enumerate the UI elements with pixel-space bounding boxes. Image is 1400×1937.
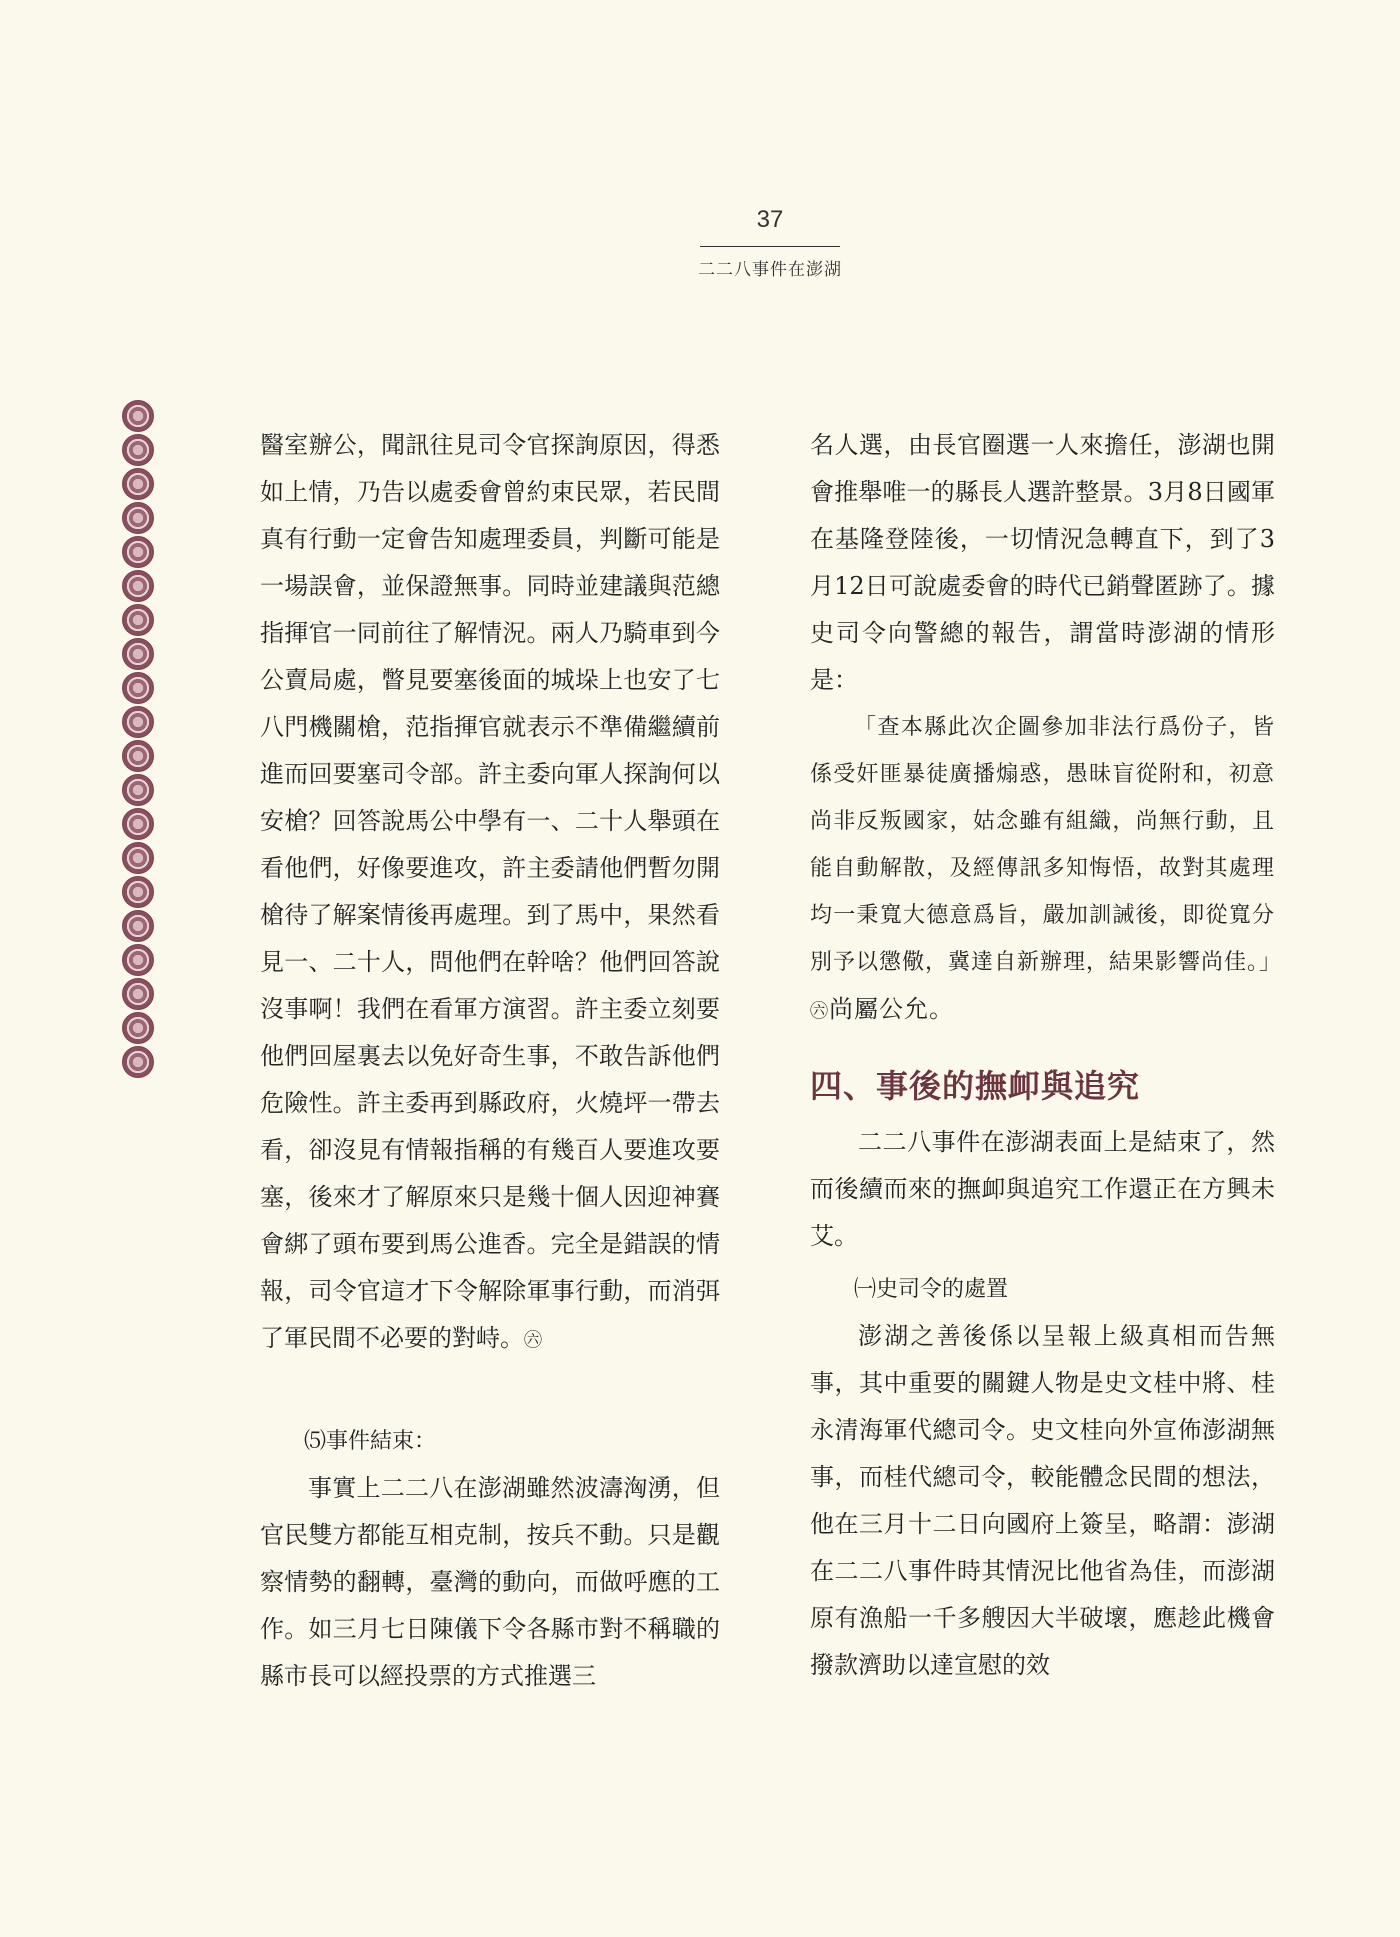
seal-ornament <box>122 842 154 874</box>
seal-ornament <box>122 808 154 840</box>
running-title: 二二八事件在澎湖 <box>698 260 842 280</box>
body-paragraph: 二二八事件在澎湖表面上是結束了，然而後續而來的撫卹與追究工作還正在方興未艾。 <box>810 1128 1275 1250</box>
spacer <box>260 1364 720 1418</box>
seal-ornament <box>122 740 154 772</box>
subsection-heading: ㈠史司令的處置 <box>854 1277 1009 1302</box>
seal-ornament <box>122 1012 154 1044</box>
seal-ornament <box>122 876 154 908</box>
section-heading: 四、事後的撫卹與追究 <box>810 1067 1141 1105</box>
right-column <box>810 422 1283 1689</box>
seal-ornament <box>122 638 154 670</box>
seal-ornament <box>122 672 154 704</box>
footnote-mark: ㊅ <box>810 1001 829 1022</box>
decorative-seal-strip <box>122 400 156 1080</box>
seal-ornament <box>122 570 154 602</box>
footnote-mark: ㊅ <box>524 1330 542 1351</box>
paragraph-text: 醫室辦公，聞訊往見司令官探詢原因，得悉如上情，乃告以處委會曾約束民眾，若民間真有行動一定會告知處理委員，判斷可能是一場誤會，並保證無事。同時並建議與范總指揮官一同前往了解情況。兩人乃騎車到今公賣局處，瞥見要塞後面的城垛上也安了七八門機關槍，范指揮官就表示不準備繼續前進而回要塞司令部。許主委向軍人探詢何以安槍？回答說馬公中學有一、二十人舉頭在看他們，好像要進攻，許主委請他們暫勿開槍待了解案情後再處理。到了馬中，果然看見一、二十人，問他們在幹啥？他們回答說沒事啊！我們在看軍方演習。許主委立刻要他們回屋裏去以免好奇生事，不敢告訴他們危險性。許主委再到縣政府，火燒坪一帶去看，卻沒見有情報指稱的有幾百人要進攻要塞，後來才了解原來只是幾十個人因迎神賽會綁了頭布要到馬公進香。完全是錯誤的情報，司令官這才下令解除軍事行動，而消弭了軍民間不必要的對峙。 <box>260 431 720 1352</box>
block-quote <box>810 704 1283 1035</box>
quote-tail-text: 尚屬公允。 <box>829 995 954 1023</box>
body-paragraph: 事實上二二八在澎湖雖然波濤洶湧，但官民雙方都能互相克制，按兵不動。只是觀察情勢的翻轉，臺灣的動向，而做呼應的工作。如三月七日陳儀下令各縣市對不稱職的縣市長可以經投票的方式推選三 <box>260 1474 720 1690</box>
seal-ornament <box>122 774 154 806</box>
seal-ornament <box>122 1046 154 1078</box>
seal-ornament <box>122 706 154 738</box>
seal-ornament <box>122 468 154 500</box>
body-paragraph: 名人選，由長官圈選一人來擔任，澎湖也開會推舉唯一的縣長人選許整景。3月8日國軍在基隆登陸後，一切情況急轉直下，到了3月12日可說處委會的時代已銷聲匿跡了。據史司令向警總的報告，謂當時澎湖的情形是： <box>810 431 1275 694</box>
seal-ornament <box>122 910 154 942</box>
seal-ornament <box>122 536 154 568</box>
seal-ornament <box>122 978 154 1010</box>
seal-ornament <box>122 502 154 534</box>
body-paragraph: 澎湖之善後係以呈報上級真相而告無事，其中重要的關鍵人物是史文桂中將、桂永清海軍代總司令。史文桂向外宣佈澎湖無事，而桂代總司令，較能體念民間的想法，他在三月十二日向國府上簽呈，略謂：澎湖在二二八事件時其情況比他省為佳，而澎湖原有漁船一千多艘因大半破壞，應趁此機會撥款濟助以達宣慰的效 <box>810 1322 1275 1679</box>
quote-text: 「查本縣此次企圖參加非法行爲份子，皆係受奸匪暴徒廣播煽惑，愚昧盲從附和，初意尚非反叛國家，姑念雖有組織，尚無行動，且能自動解散，及經傳訊多知悔悟，故對其處理均一秉寬大德意爲旨，嚴加訓誡後，即從寬分別予以懲儆，冀達自新辦理，結果影響尚佳。」 <box>810 715 1283 975</box>
seal-ornament <box>122 434 154 466</box>
page-number: 37 <box>756 206 784 233</box>
page-header <box>0 206 1400 280</box>
subsection-heading: ⑸事件結束： <box>304 1429 437 1454</box>
seal-ornament <box>122 604 154 636</box>
left-column <box>260 422 720 1700</box>
seal-ornament <box>122 944 154 976</box>
seal-ornament <box>122 400 154 432</box>
body-paragraph <box>260 422 720 1364</box>
header-rule <box>700 246 840 247</box>
